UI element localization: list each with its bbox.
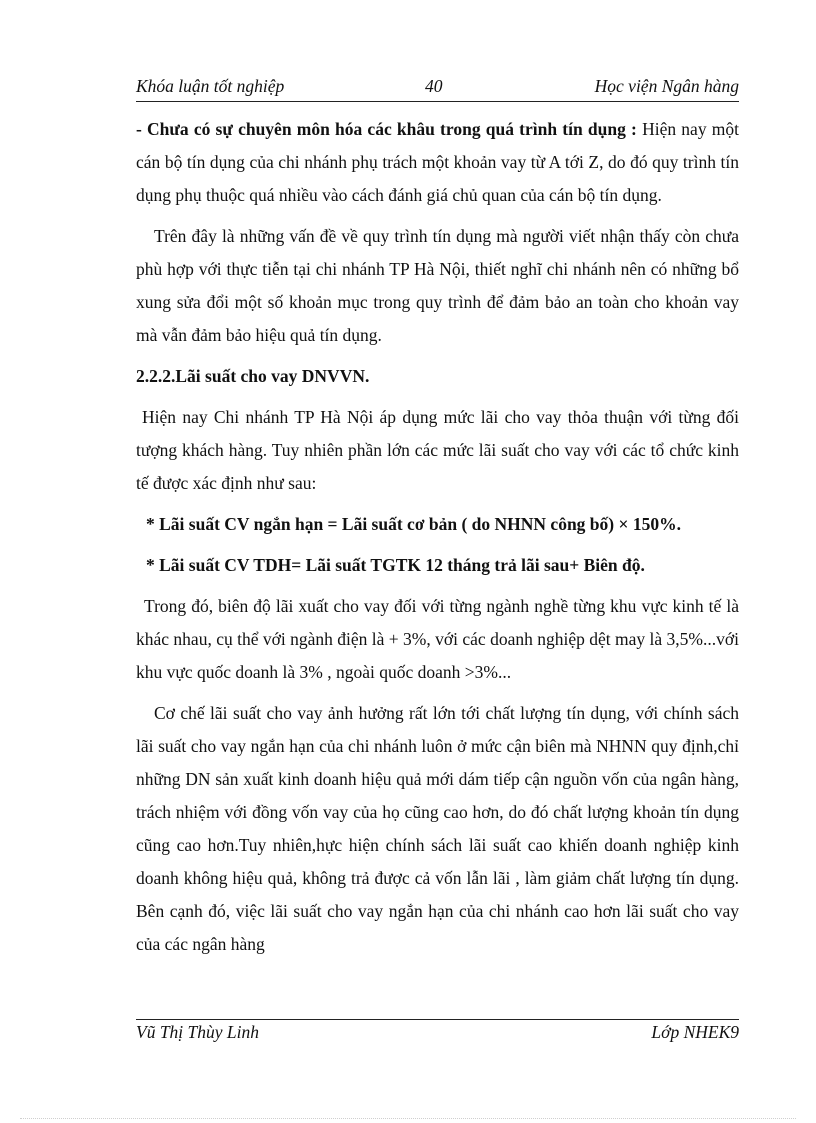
header-institution: Học viện Ngân hàng xyxy=(594,76,739,96)
page-header xyxy=(136,76,739,100)
page-number: 40 xyxy=(425,76,443,96)
footer-class: Lớp NHEK9 xyxy=(651,1022,739,1042)
page-footer xyxy=(136,1022,739,1046)
paragraph-lead-text: Hiện nay một cán bộ tín dụng của chi nhánh phụ trách một khoản vay từ A tới Z, do đó quy trình tín dụng phụ thuộc quá nhiều vào cách đánh giá chủ quan của cán bộ tín dụng. xyxy=(136,119,739,205)
header-thesis-title: Khóa luận tốt nghiệp xyxy=(136,76,285,96)
paragraph-interest-intro: Hiện nay Chi nhánh TP Hà Nội áp dụng mức lãi cho vay thỏa thuận với từng đối tượng khách hàng. Tuy nhiên phần lớn các mức lãi suất cho vay với các tổ chức kinh tế được xác định như sau: xyxy=(136,407,739,493)
paragraph-margin: Trong đó, biên độ lãi xuất cho vay đối với từng ngành nghề từng khu vực kinh tế là khác nhau, cụ thể với ngành điện là + 3%, với các doanh nghiệp dệt may là 3,5%...với khu vực quốc doanh là 3% , ngoài quốc doanh >3%... xyxy=(136,596,739,682)
section-heading: 2.2.2.Lãi suất cho vay DNVVN. xyxy=(136,366,370,386)
footer-divider xyxy=(136,1019,739,1020)
page-bottom-edge xyxy=(20,1118,796,1119)
formula-long-term: * Lãi suất CV TDH= Lãi suất TGTK 12 tháng trả lãi sau+ Biên độ. xyxy=(146,555,645,575)
header-divider xyxy=(136,101,739,102)
paragraph-lead-bold: - Chưa có sự chuyên môn hóa các khâu trong quá trình tín dụng : xyxy=(136,119,637,139)
footer-author: Vũ Thị Thùy Linh xyxy=(136,1022,260,1042)
paragraph-credit-process xyxy=(136,113,739,212)
formula-short-term: * Lãi suất CV ngắn hạn = Lãi suất cơ bản ( do NHNN công bố) × 150%. xyxy=(146,514,681,534)
paragraph-mechanism: Cơ chế lãi suất cho vay ảnh hưởng rất lớn tới chất lượng tín dụng, với chính sách lãi suất cho vay ngắn hạn của chi nhánh luôn ở mức cận biên mà NHNN quy định,chỉ những DN sản xuất kinh doanh hiệu quả mới dám tiếp cận nguồn vốn của ngân hàng, trách nhiệm với đồng vốn vay của họ cũng cao hơn, do đó chất lượng khoản tín dụng cũng cao hơn.Tuy nhiên,hực hiện chính sách lãi suất cao khiến doanh nghiệp kinh doanh không hiệu quả, không trả được cả vốn lẫn lãi , làm giảm chất lượng tín dụng. Bên cạnh đó, việc lãi suất cho vay ngắn hạn của chi nhánh cao hơn lãi suất cho vay của các ngân hàng xyxy=(136,703,739,954)
page-body xyxy=(136,113,739,961)
paragraph-summary: Trên đây là những vấn đề về quy trình tín dụng mà người viết nhận thấy còn chưa phù hợp với thực tiễn tại chi nhánh TP Hà Nội, thiết nghĩ chi nhánh nên có những bổ xung sửa đổi một số khoản mục trong quy trình để đảm bảo an toàn cho khoản vay mà vẫn đảm bảo hiệu quả tín dụng. xyxy=(136,226,739,345)
